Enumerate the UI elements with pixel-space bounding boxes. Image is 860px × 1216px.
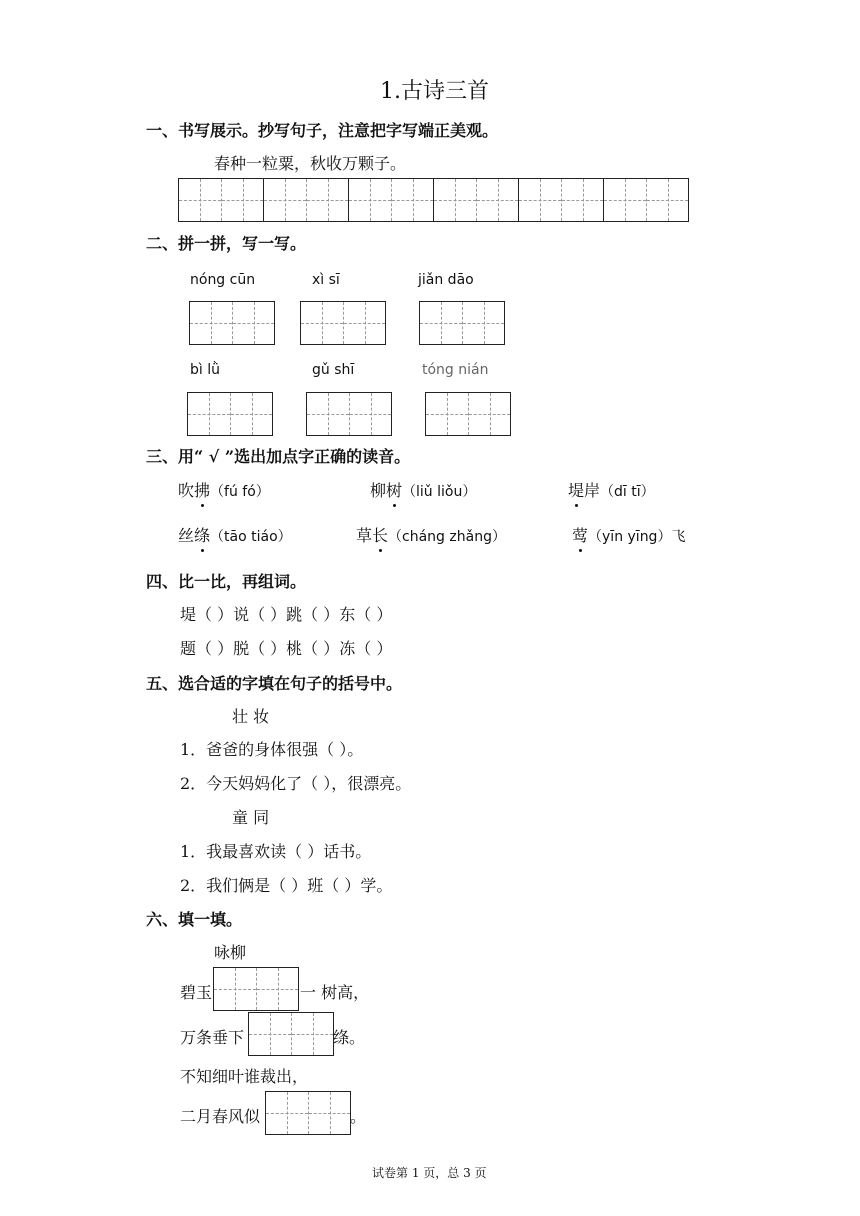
fill-sentence[interactable]: 2．今天妈妈化了（ ），很漂亮。: [180, 774, 412, 793]
compare-row[interactable]: 堤（ ）说（ ）跳（ ）东（ ）: [180, 605, 393, 624]
pinyin-options: （tāo tiáo）: [210, 529, 292, 545]
fill-sentence[interactable]: 1．爸爸的身体很强（ ）。: [180, 740, 364, 759]
poem-line-3: 不知细叶谁裁出，: [180, 1067, 309, 1086]
pinyin-label: xì sī: [312, 272, 340, 288]
poem-line-2-start: 万条垂下: [180, 1028, 245, 1047]
reading-choice[interactable]: [356, 523, 506, 546]
pinyin-options: （cháng zhǎng）: [388, 529, 506, 545]
pinyin-label: bì lǜ: [190, 362, 220, 378]
pinyin-options: （yīn yīng）飞: [588, 529, 686, 545]
poem-line-4-start: 二月春风似: [180, 1107, 261, 1126]
word-char: 岸: [584, 481, 601, 500]
fill-sentence[interactable]: 1．我最喜欢读（ ）话书。: [180, 842, 372, 861]
char-choices: 童 同: [232, 808, 270, 827]
compare-row[interactable]: 题（ ）脱（ ）桃（ ）冻（ ）: [180, 639, 393, 658]
section-1-heading: 一、书写展示。抄写句子，注意把字写端正美观。: [146, 121, 499, 140]
copy-sentence: 春种一粒粟，秋收万颗子。: [214, 154, 407, 173]
pinyin-label: jiǎn dāo: [418, 272, 474, 288]
poem-answer-grid[interactable]: [248, 1012, 334, 1056]
reading-choice[interactable]: [178, 478, 270, 501]
answer-grid[interactable]: [300, 301, 386, 345]
poem-answer-grid[interactable]: [265, 1091, 351, 1135]
poem-line-2-end: 绦。: [333, 1028, 366, 1047]
writing-grid-row[interactable]: [178, 178, 689, 222]
section-2-heading: 二、拼一拼，写一写。: [146, 234, 307, 253]
answer-grid[interactable]: [425, 392, 511, 436]
reading-choice[interactable]: [568, 478, 655, 501]
pinyin-label: tóng nián: [422, 362, 489, 378]
answer-grid[interactable]: [419, 301, 505, 345]
dotted-char: 拂: [194, 478, 210, 501]
poem-line-1-start: 碧玉: [180, 983, 213, 1002]
pinyin-label: gǔ shī: [312, 362, 355, 378]
char-choices: 壮 妆: [232, 707, 270, 726]
page-title: 1.古诗三首: [380, 79, 489, 104]
answer-grid[interactable]: [306, 392, 392, 436]
section-6-heading: 六、填一填。: [146, 910, 243, 929]
section-5-heading: 五、选合适的字填在句子的括号中。: [146, 674, 403, 693]
answer-grid[interactable]: [189, 301, 275, 345]
poem-line-1-end: 一 树高，: [300, 983, 370, 1002]
section-4-heading: 四、比一比，再组词。: [146, 572, 307, 591]
answer-grid[interactable]: [187, 392, 273, 436]
dotted-char: 长: [372, 523, 388, 546]
reading-choice[interactable]: [572, 523, 685, 546]
reading-choice[interactable]: [178, 523, 292, 546]
poem-title: 咏柳: [214, 943, 247, 962]
word-char: 柳: [370, 481, 387, 500]
pinyin-options: （liǔ liǒu）: [402, 484, 477, 500]
poem-line-4-end: 。: [350, 1107, 367, 1126]
word-char: 丝: [178, 526, 195, 545]
dotted-char: 树: [386, 478, 402, 501]
section-3-heading: 三、用“ √ ”选出加点字正确的读音。: [146, 447, 411, 466]
word-char: 吹: [178, 481, 195, 500]
page-footer: 试卷第 1 页，总 3 页: [372, 1166, 487, 1180]
pinyin-label: nóng cūn: [190, 272, 256, 288]
pinyin-options: （fú fó）: [210, 484, 270, 500]
dotted-char: 莺: [572, 523, 588, 546]
word-char: 草: [356, 526, 373, 545]
reading-choice[interactable]: [370, 478, 476, 501]
dotted-char: 绦: [194, 523, 210, 546]
poem-answer-grid[interactable]: [213, 967, 299, 1011]
fill-sentence[interactable]: 2．我们俩是（ ）班（ ）学。: [180, 876, 393, 895]
pinyin-options: （dī tī）: [600, 484, 655, 500]
dotted-char: 堤: [568, 478, 584, 501]
